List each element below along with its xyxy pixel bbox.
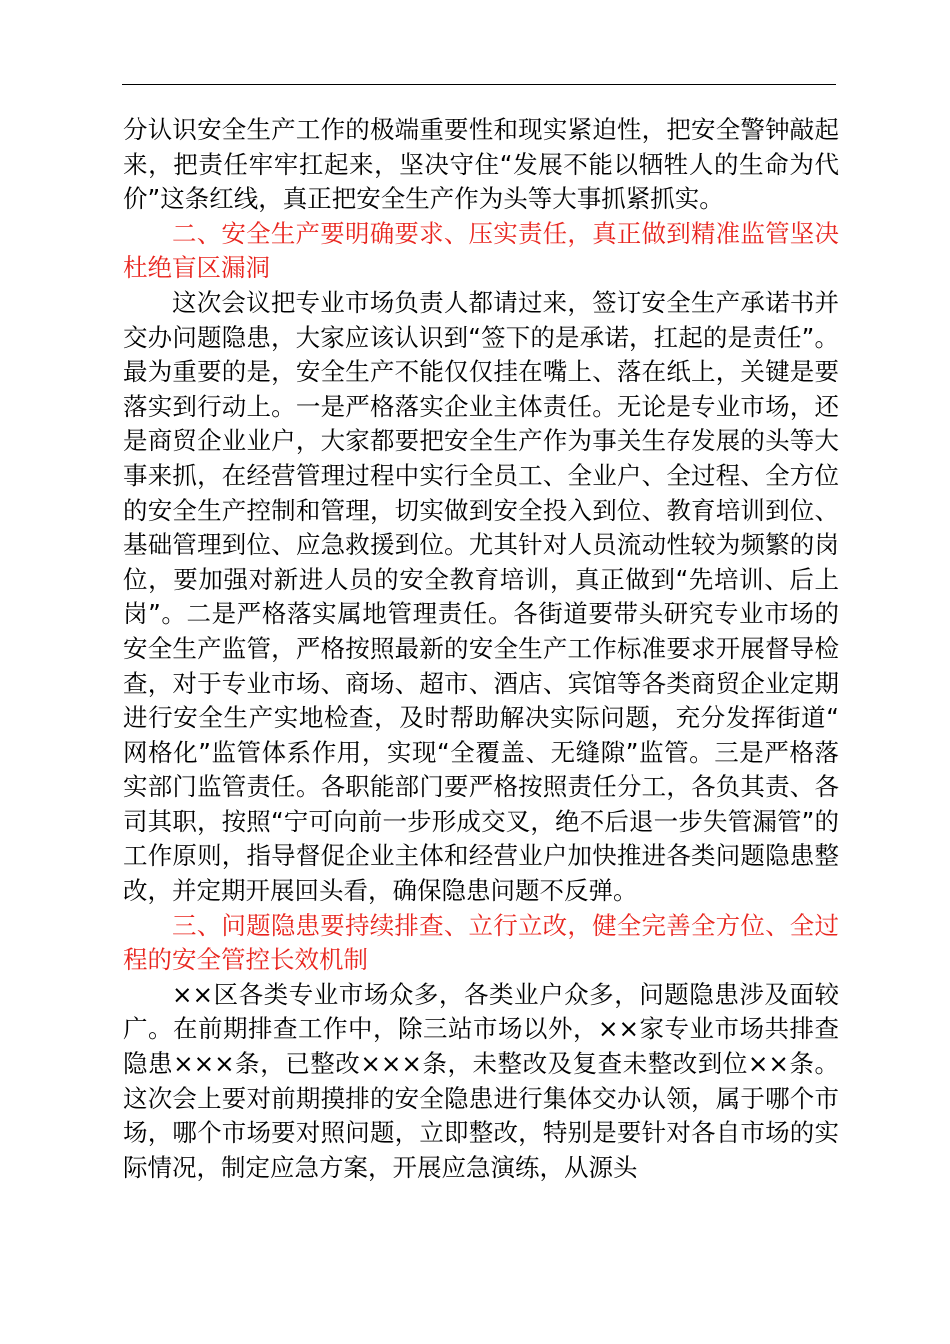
- section-heading-2: 二、安全生产要明确要求、压实责任，真正做到精准监管坚决杜绝盲区漏洞: [123, 218, 839, 283]
- document-body: [123, 113, 839, 1185]
- header-rule: [122, 84, 836, 85]
- paragraph-section-3-body: ××区各类专业市场众多，各类业户众多，问题隐患涉及面较广。在前期排查工作中，除三站市场以外，××家专业市场共排查隐患×××条，已整改×××条，未整改及复查未整改到位××条。这次会上要对前期摸排的安全隐患进行集体交办认领，属于哪个市场，哪个市场要对照问题，立即整改，特别是要针对各自市场的实际情况，制定应急方案，开展应急演练，从源头: [123, 979, 839, 1182]
- paragraph-section-2-body: 这次会议把专业市场负责人都请过来，签订安全生产承诺书并交办问题隐患，大家应该认识到“签下的是承诺，扛起的是责任”。最为重要的是，安全生产不能仅仅挂在嘴上、落在纸上，关键是要落实到行动上。一是严格落实企业主体责任。无论是专业市场，还是商贸企业业户，大家都要把安全生产作为事关生存发展的头等大事来抓，在经营管理过程中实行全员工、全业户、全过程、全方位的安全生产控制和管理，切实做到安全投入到位、教育培训到位、基础管理到位、应急救援到位。尤其针对人员流动性较为频繁的岗位，要加强对新进人员的安全教育培训，真正做到“先培训、后上岗”。二是严格落实属地管理责任。各街道要带头研究专业市场的安全生产监管，严格按照最新的安全生产工作标准要求开展督导检查，对于专业市场、商场、超市、酒店、宾馆等各类商贸企业定期进行安全生产实地检查，及时帮助解决实际问题，充分发挥街道“网格化”监管体系作用，实现“全覆盖、无缝隙”监管。三是严格落实部门监管责任。各职能部门要严格按照责任分工，各负其责、各司其职，按照“宁可向前一步形成交叉，绝不后退一步失管漏管”的工作原则，指导督促企业主体和经营业户加快推进各类问题隐患整改，并定期开展回头看，确保隐患问题不反弹。: [123, 287, 839, 906]
- paragraph-continuation: 分认识安全生产工作的极端重要性和现实紧迫性，把安全警钟敲起来，把责任牢牢扛起来，坚决守住“发展不能以牺牲人的生命为代价”这条红线，真正把安全生产作为头等大事抓紧抓实。: [123, 115, 839, 214]
- section-heading-3: 三、问题隐患要持续排查、立行立改，健全完善全方位、全过程的安全管控长效机制: [123, 910, 839, 975]
